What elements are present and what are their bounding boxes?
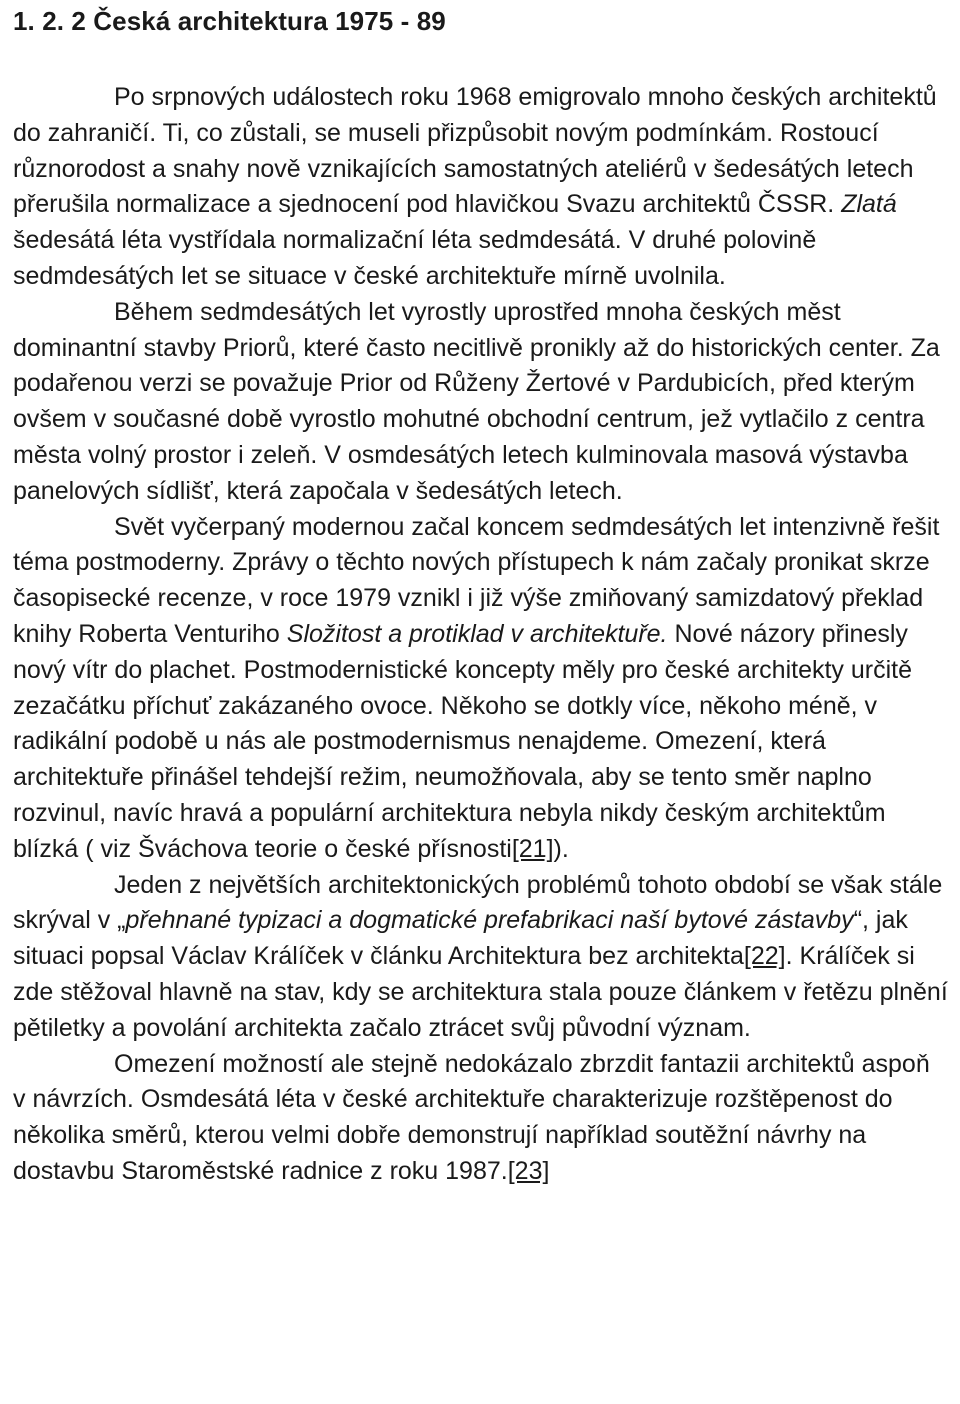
paragraph-4-quote: přehnané typizaci a dogmatické prefabrikaci naší bytové zástavby <box>125 906 854 935</box>
paragraph-3-book-title: Složitost a protiklad v architektuře. <box>286 619 668 648</box>
paragraph-1 <box>13 80 948 295</box>
paragraph-5 <box>13 1047 948 1190</box>
footnote-link-21[interactable]: [21] <box>511 834 554 863</box>
footnote-link-22[interactable]: [22] <box>743 942 786 971</box>
paragraph-2-text: Během sedmdesátých let vyrostly uprostřed mnoha českých měst dominantní stavby Priorů, které často necitlivě pronikly až do historických center. Za podařenou verzi se považuje Prior od Růženy Žertové v Pardubicích, před kterým ovšem v současné době vyrostlo mohutné obchodní centrum, jež vytlačilo z centra města volný prostor i zeleň. V osmdesátých letech kulminovala masová výstavba panelových sídlišť, která započala v šedesátých letech. <box>13 297 940 505</box>
paragraph-3 <box>13 510 948 868</box>
paragraph-2 <box>13 295 948 510</box>
paragraph-4-text-c: . Králíček si zde stěžoval hlavně na stav, kdy se architektura stala pouze článkem v řetězu plnění pětiletky a povolání architekta začalo ztrácet svůj původní význam. <box>13 942 948 1042</box>
paragraph-1-text-a: Po srpnových událostech roku 1968 emigrovalo mnoho českých architektů do zahraničí. Ti, co zůstali, se museli přizpůsobit novým podmínkám. Rostoucí různorodost a snahy nově vznikajících samostatných ateliérů v šedesátých letech přerušila normalizace a sjednocení pod hlavičkou Svazu architektů ČSSR. <box>13 83 937 219</box>
paragraph-4-text-b: “, jak situaci popsal Václav Králíček v článku Architektura bez architekta <box>13 906 908 971</box>
paragraph-3-text-b: Nové názory přinesly nový vítr do plachet. Postmodernistické koncepty měly pro české architekty určitě zezačátku příchuť zakázaného ovoce. Někoho se dotkly více, někoho méně, v radikální podobě u nás ale postmodernismus nenajdeme. Omezení, která architektuře přinášel tehdejší režim, neumožňovala, aby se tento směr naplno rozvinul, navíc hravá a populární architektura nebyla nikdy českým architektům blízká ( viz Šváchova teorie o české přísnosti <box>13 619 912 863</box>
paragraph-1-italic: Zlatá <box>841 190 897 219</box>
section-heading: 1. 2. 2 Česká architektura 1975 - 89 <box>13 6 446 36</box>
footnote-link-23[interactable]: [23] <box>507 1156 550 1185</box>
paragraph-3-text-c: ). <box>553 834 569 863</box>
paragraph-4 <box>13 868 948 1047</box>
paragraph-5-text-a: Omezení možností ale stejně nedokázalo zbrzdit fantazii architektů aspoň v návrzích. Osmdesátá léta v české architektuře charakterizuje rozštěpenost do několika směrů, kterou velmi dobře demonstrují například soutěžní návrhy na dostavbu Staroměstské radnice z roku 1987. <box>13 1049 930 1185</box>
paragraph-3-text-a: Svět vyčerpaný modernou začal koncem sedmdesátých let intenzivně řešit téma postmoderny. Zprávy o těchto nových přístupech k nám začaly pronikat skrze časopisecké recenze, v roce 1979 vznikl i již výše zmiňovaný samizdatový překlad knihy Roberta Venturiho <box>13 512 940 648</box>
paragraph-1-text-b: šedesátá léta vystřídala normalizační léta sedmdesátá. V druhé polovině sedmdesátých let se situace v české architektuře mírně uvolnila. <box>13 226 817 290</box>
paragraph-4-text-a: Jeden z největších architektonických problémů tohoto období se však stále skrýval v „ <box>13 870 943 935</box>
